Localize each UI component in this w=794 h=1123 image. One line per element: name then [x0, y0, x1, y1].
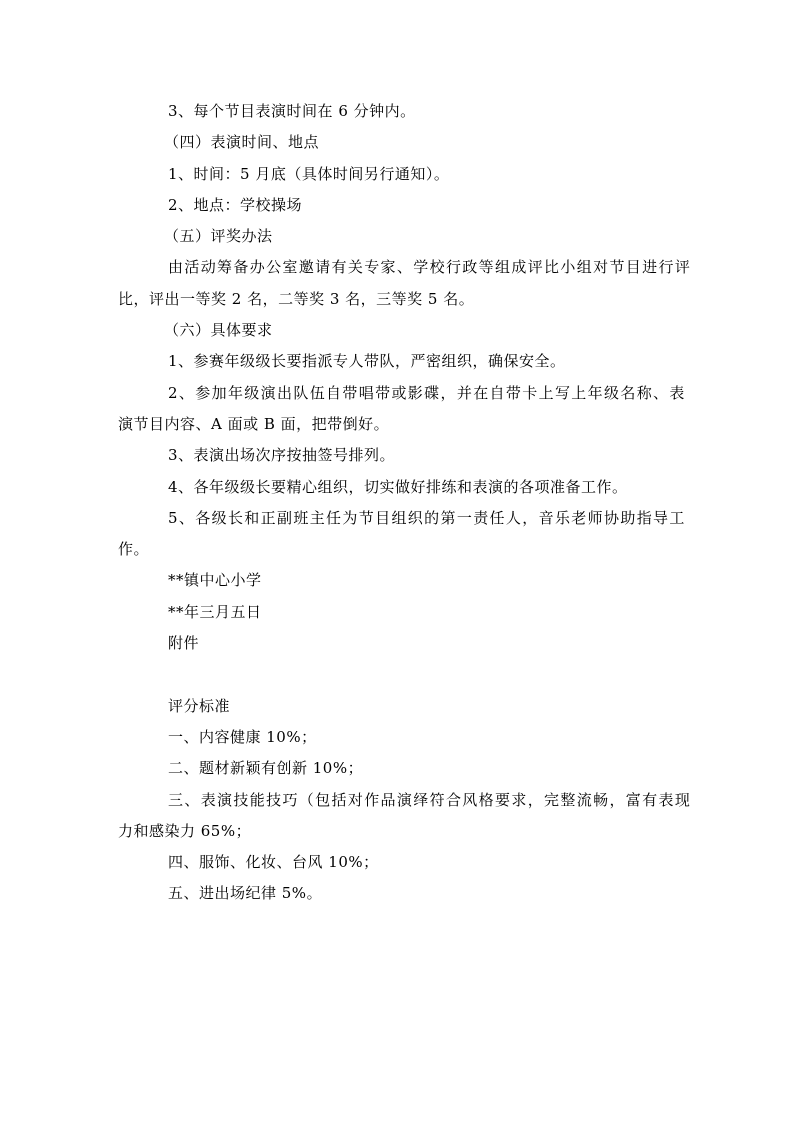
requirement-item-4: 4、各年级级长要精心组织，切实做好排练和表演的各项准备工作。 [168, 477, 628, 496]
awards-paragraph-line-2: 比，评出一等奖 2 名，二等奖 3 名，三等奖 5 名。 [118, 289, 475, 308]
section-heading-awards: （五）评奖办法 [164, 227, 273, 246]
requirement-item-2-line-2: 演节目内容、A 面或 B 面，把带倒好。 [118, 414, 390, 433]
signature-school: **镇中心小学 [168, 571, 262, 590]
section-heading-requirements: （六）具体要求 [164, 321, 273, 340]
awards-paragraph-line-1: 由活动筹备办公室邀请有关专家、学校行政等组成评比小组对节目进行评 [168, 258, 692, 277]
signature-date: **年三月五日 [168, 602, 262, 621]
scoring-item-3-line-1: 三、表演技能技巧（包括对作品演绎符合风格要求，完整流畅，富有表现 [168, 790, 692, 809]
place-item: 2、地点：学校操场 [168, 195, 303, 214]
document-body [118, 96, 692, 910]
requirement-item-2-line-1: 2、参加年级演出队伍自带唱带或影碟，并在自带卡上写上年级名称、表 [168, 383, 686, 402]
requirement-item-5-line-1: 5、各级长和正副班主任为节目组织的第一责任人，音乐老师协助指导工 [168, 508, 686, 527]
section-heading-time-place: （四）表演时间、地点 [164, 133, 320, 152]
scoring-item-1: 一、内容健康 10%； [168, 727, 317, 746]
requirement-item-3: 3、表演出场次序按抽签号排列。 [168, 446, 396, 465]
attachment-label: 附件 [168, 634, 200, 653]
scoring-item-5: 五、进出场纪律 5%。 [168, 884, 323, 903]
scoring-item-2: 二、题材新颖有创新 10%； [168, 759, 364, 778]
rule-item-3: 3、每个节目表演时间在 6 分钟内。 [168, 102, 416, 120]
requirement-item-5-line-2: 作。 [118, 540, 150, 559]
blank-line [118, 659, 688, 690]
requirement-item-1: 1、参赛年级级长要指派专人带队，严密组织，确保安全。 [168, 352, 566, 371]
scoring-item-4: 四、服饰、化妆、台风 10%； [168, 853, 379, 872]
time-item: 1、时间：5 月底（具体时间另行通知）。 [168, 164, 450, 183]
scoring-standard-title: 评分标准 [168, 696, 231, 715]
scoring-item-3-line-2: 力和感染力 65%； [118, 821, 252, 840]
